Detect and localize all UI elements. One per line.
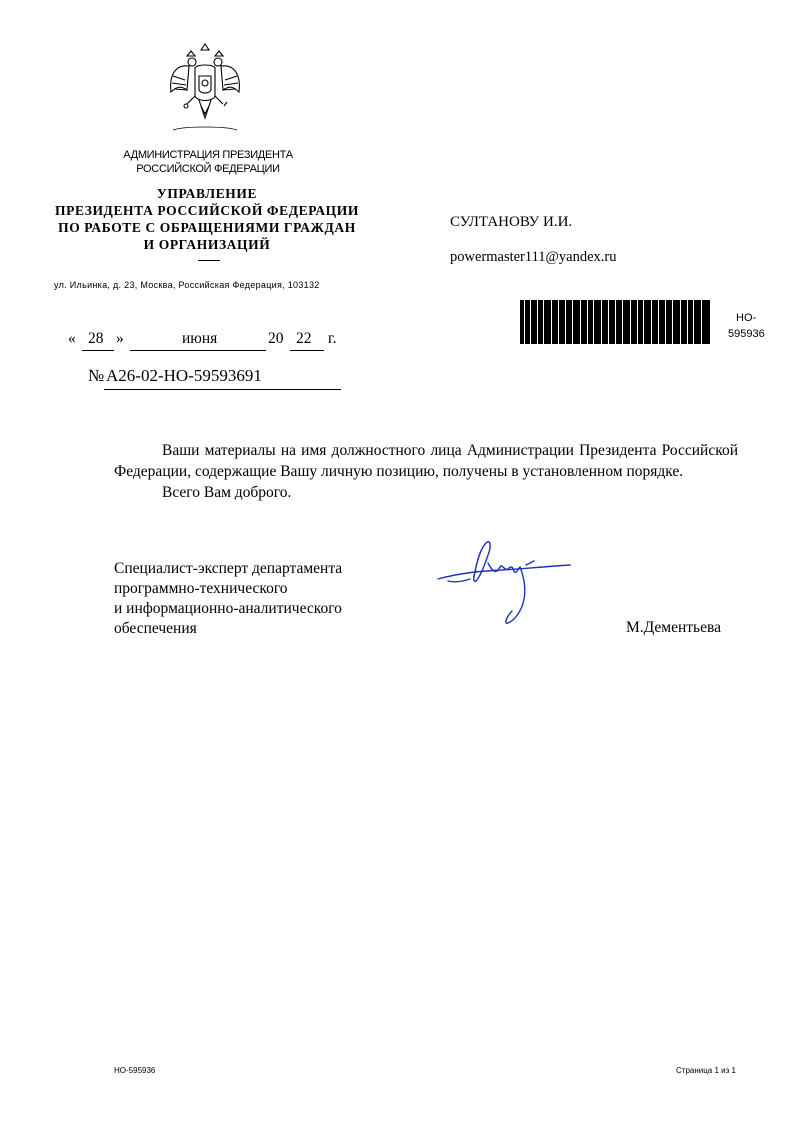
document-number-underline xyxy=(104,389,341,390)
signatory-title-line: Специалист-эксперт департамента xyxy=(114,560,343,577)
agency-address: ул. Ильинка, д. 23, Москва, Российская Федерация, 103132 xyxy=(54,280,320,290)
date-quote-open: « xyxy=(68,330,76,347)
signatory-name: М.Дементьева xyxy=(626,619,721,636)
signatory-title-line: обеспечения xyxy=(114,620,197,637)
footer-document-code: НО-595936 xyxy=(114,1066,156,1075)
body-paragraph: Всего Вам доброго. xyxy=(162,484,292,501)
department-line: ПО РАБОТЕ С ОБРАЩЕНИЯМИ ГРАЖДАН xyxy=(58,220,356,235)
footer-page-number: Страница 1 из 1 xyxy=(676,1066,736,1075)
header-divider xyxy=(198,260,220,261)
handwritten-signature xyxy=(430,537,580,627)
barcode-label-line1: НО- xyxy=(736,312,757,324)
department-line: И ОРГАНИЗАЦИЙ xyxy=(143,237,271,252)
barcode xyxy=(520,300,710,344)
signatory-title xyxy=(114,559,342,639)
date-year-unit: г. xyxy=(328,330,337,347)
barcode-label-line2: 595936 xyxy=(728,328,765,340)
signatory-title-line: и информационно-аналитического xyxy=(114,600,342,617)
department-line: УПРАВЛЕНИЕ xyxy=(156,186,258,201)
document-number: А26-02-НО-59593691 xyxy=(106,366,262,385)
number-sign: № xyxy=(88,366,105,385)
letter-body xyxy=(114,440,738,503)
barcode-label xyxy=(728,310,778,342)
recipient-email: powermaster111@yandex.ru xyxy=(450,249,617,265)
signatory-title-line: программно-технического xyxy=(114,580,288,597)
recipient-name: СУЛТАНОВУ И.И. xyxy=(450,214,573,230)
body-paragraph: Ваши материалы на имя должностного лица Администрации Президента Российской Федерации, содержащие Вашу личную позицию, получены в установленном порядке. xyxy=(114,442,738,480)
administration-name-line2: РОССИЙСКОЙ ФЕДЕРАЦИИ xyxy=(136,163,280,175)
department-line: ПРЕЗИДЕНТА РОССИЙСКОЙ ФЕДЕРАЦИИ xyxy=(55,203,359,218)
date-year-prefix: 20 xyxy=(268,330,284,347)
emblem-icon xyxy=(165,40,245,135)
date-year-suffix: 22 xyxy=(296,330,312,347)
date-month: июня xyxy=(182,330,218,347)
date-quote-close: » xyxy=(116,330,124,347)
date-day: 28 xyxy=(88,330,104,347)
administration-name-line1: АДМИНИСТРАЦИЯ ПРЕЗИДЕНТА xyxy=(123,149,293,161)
